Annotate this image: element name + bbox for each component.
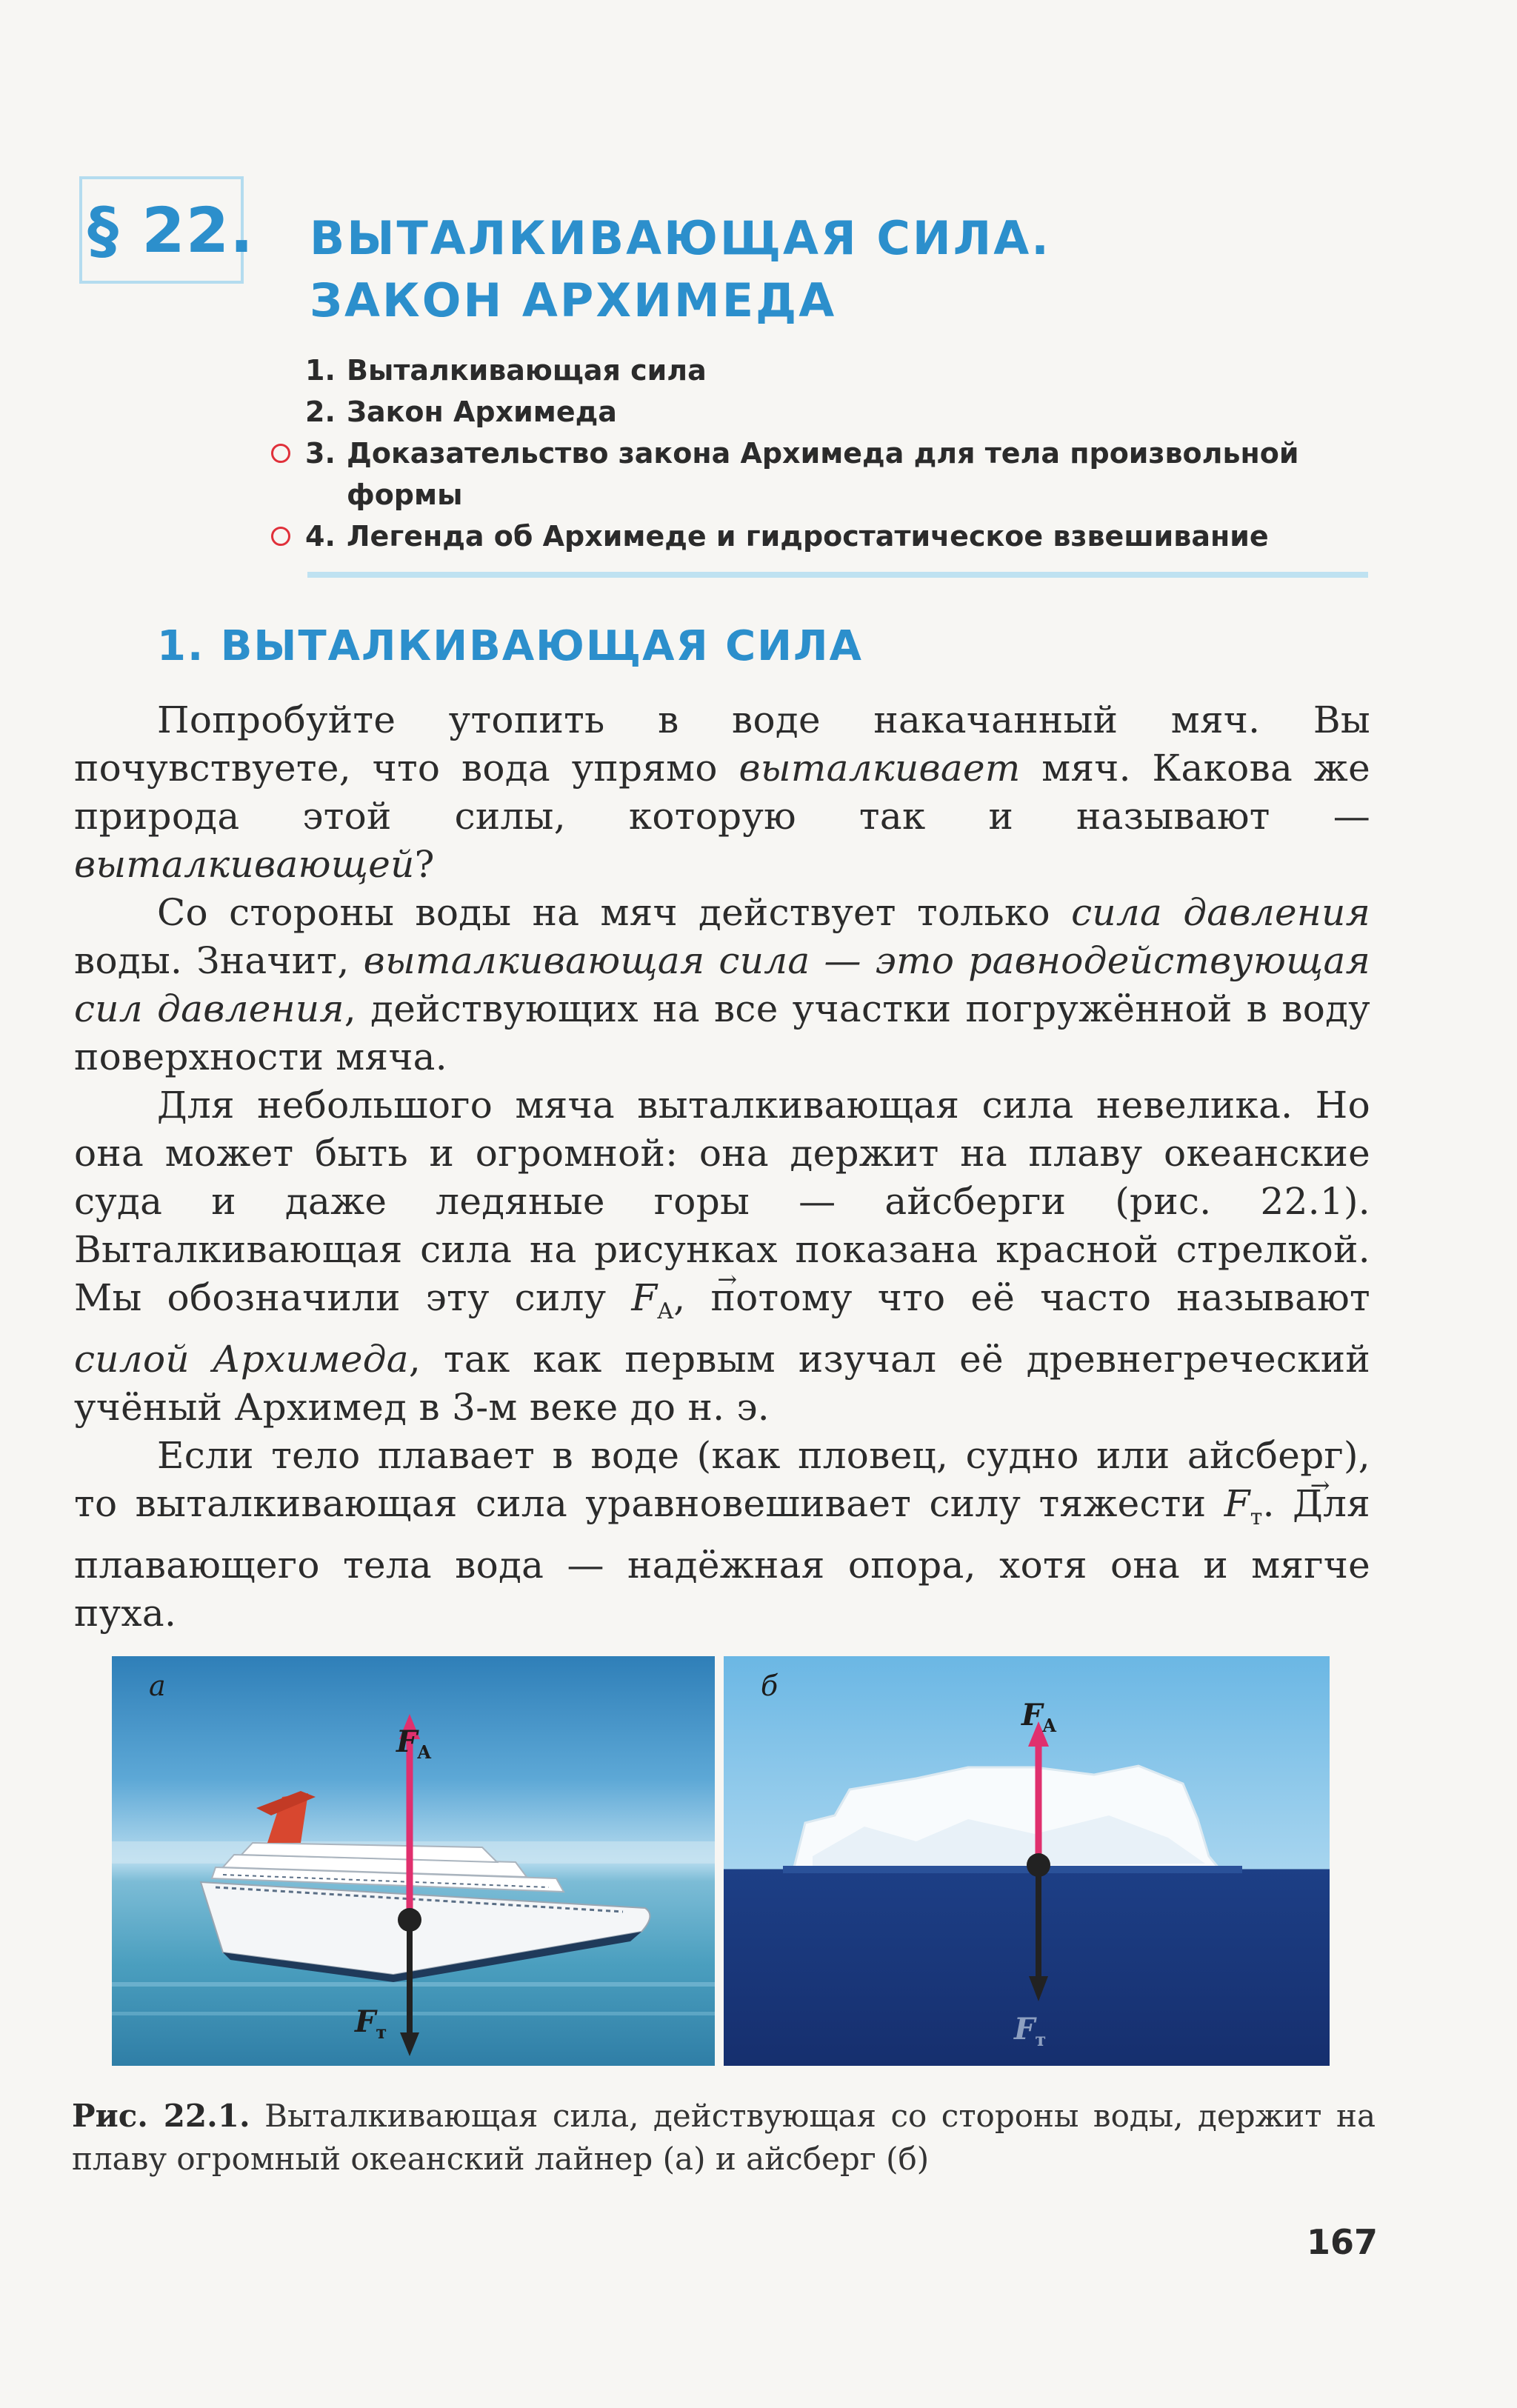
force-vectors-ship [112, 1656, 715, 2066]
toc-item [267, 350, 1393, 391]
toc-item-text: Закон Архимеда [347, 396, 617, 428]
toc-item-number: 2. [305, 396, 336, 428]
section-title-line1: ВЫТАЛКИВАЮЩАЯ СИЛА. [310, 211, 1051, 265]
toc-item-text: Легенда об Архимеде и гидростатическое взвешивание [347, 520, 1269, 553]
text-run: Со стороны воды на мяч действует только [157, 891, 1072, 934]
force-symbol-gravity: → $F_т$ [1224, 1482, 1263, 1525]
body-text [74, 696, 1370, 1638]
toc-item-number: 3. [305, 437, 336, 470]
emphasis: выталкивающая сила — это равнодействующая сил давления [74, 939, 1370, 1030]
text-run: , так как первым изучал её древнегреческий учёный Архимед в 3-м веке до н. э. [74, 1338, 1370, 1429]
caption-text: Выталкивающая сила, действующая со стороны воды, держит на плаву огромный океанский лайнер (а) и айсберг (б) [72, 2098, 1376, 2177]
force-label-gravity: $F_т$ [1014, 2012, 1047, 2050]
force-symbol-archimedes: → $F_A$ [631, 1276, 673, 1319]
divider [307, 572, 1368, 578]
figure-label-b: б [761, 1670, 778, 1702]
emphasis: силой Архимеда [74, 1338, 409, 1381]
section-title [310, 207, 1347, 332]
toc-item-number: 1. [305, 354, 336, 387]
force-label-archimedes: $F_A$ [396, 1724, 432, 1763]
table-of-contents [267, 350, 1393, 557]
figure-ship [112, 1656, 715, 2066]
caption-label: Рис. 22.1. [72, 2098, 250, 2134]
text-run: , потому что её часто называют [673, 1276, 1370, 1319]
text-run: воды. Значит, [74, 939, 364, 982]
center-of-mass-dot [1027, 1853, 1050, 1877]
emphasis: выталкивает [739, 747, 1021, 790]
paragraph [74, 1432, 1370, 1638]
gravity-force-arrowhead [1029, 1976, 1048, 2001]
section-title-line2: ЗАКОН АРХИМЕДА [310, 273, 837, 327]
paragraph [74, 889, 1370, 1081]
paragraph [74, 1081, 1370, 1432]
toc-item-text: Выталкивающая сила [347, 354, 707, 387]
page-number: 167 [1307, 2222, 1378, 2262]
gravity-force-arrowhead [400, 2032, 419, 2056]
text-run: ? [414, 843, 435, 886]
force-label-gravity: $F_т$ [355, 2004, 387, 2043]
text-run: Попробуйте утопить в воде накачанный мяч. Вы почувствуете, что вода упрямо [74, 698, 1370, 790]
toc-item-text: Доказательство закона Архимеда для тела произвольной формы [347, 437, 1299, 511]
figure-iceberg [724, 1656, 1330, 2066]
figure-label-a: а [149, 1670, 166, 1702]
toc-item-number: 4. [305, 520, 336, 553]
figure-caption [72, 2095, 1376, 2181]
subsection-heading: 1. ВЫТАЛКИВАЮЩАЯ СИЛА [157, 622, 863, 670]
center-of-mass-dot [398, 1908, 421, 1932]
force-label-archimedes: $F_A$ [1021, 1698, 1057, 1736]
text-run: , действующих на все участки погружённой в воду поверхности мяча. [74, 987, 1370, 1078]
paragraph [74, 696, 1370, 889]
text-run: . Для плавающего тела вода — надёжная опора, хотя она и мягче пуха. [74, 1482, 1370, 1635]
optional-circle-icon [271, 444, 290, 463]
toc-item [267, 516, 1393, 557]
section-number: § 22. [87, 194, 255, 267]
emphasis: выталкивающей [74, 843, 415, 886]
emphasis: сила давления [1071, 891, 1370, 934]
toc-item [267, 391, 1393, 433]
text-run: Для небольшого мяча выталкивающая сила невелика. Но она может быть и огромной: она держит на плаву океанские суда и даже ледяные горы — айсберги (рис. 22.1). Выталкивающая сила на рисунках показана красной стрелкой. Мы обозначили эту силу [74, 1084, 1370, 1319]
optional-circle-icon [271, 527, 290, 546]
text-run: мяч. Какова же природа этой силы, которую так и называют — [74, 747, 1370, 838]
toc-item [267, 433, 1393, 516]
text-run: Если тело плавает в воде (как пловец, судно или айсберг), то выталкивающая сила уравновешивает силу тяжести [74, 1434, 1370, 1525]
